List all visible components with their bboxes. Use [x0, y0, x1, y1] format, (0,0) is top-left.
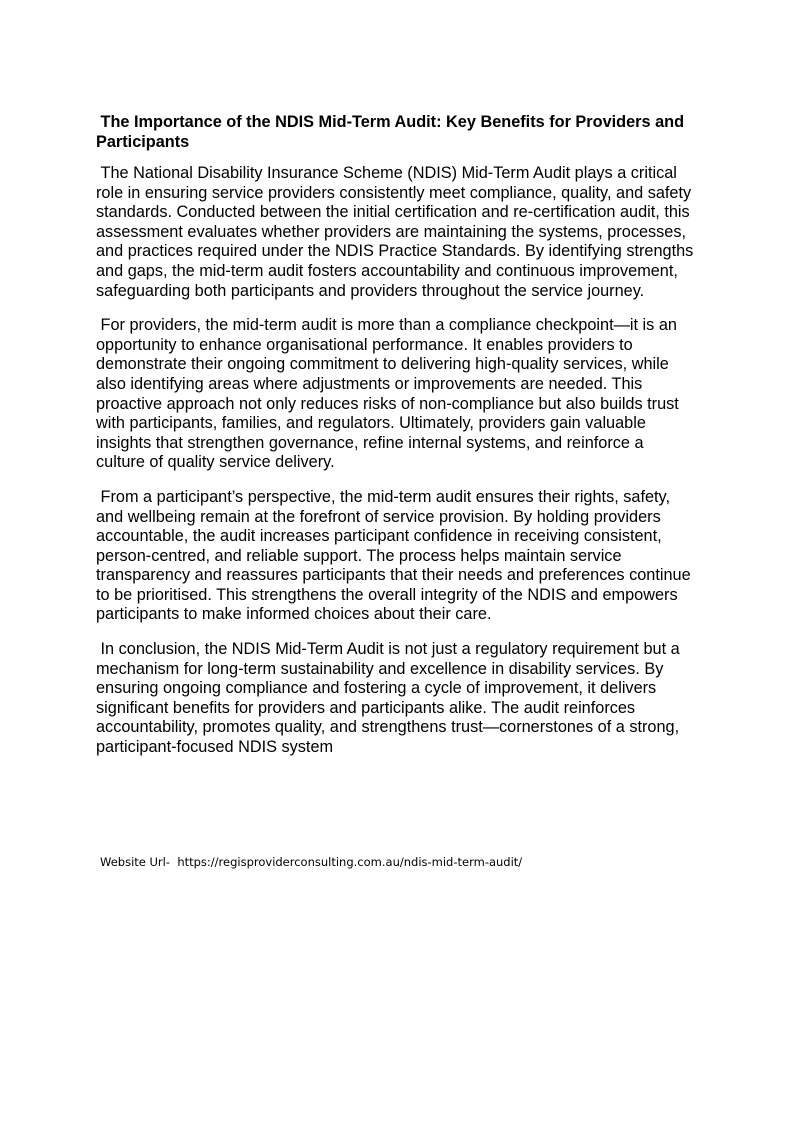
article-title: The Importance of the NDIS Mid-Term Audit: Key Benefits for Providers and Participants [96, 113, 689, 151]
article-body [96, 112, 696, 758]
paragraph-introduction: The National Disability Insurance Scheme (NDIS) Mid-Term Audit plays a critical role in ensuring service providers consistently meet compliance, quality, and safety standards. Conducted between the initial certification and re-certification audit, this assessment evaluates whether providers are maintaining the systems, processes, and practices required under the NDIS Practice Standards. By identifying strengths and gaps, the mid-term audit fosters accountability and continuous improvement, safeguarding both participants and providers throughout the service journey. [96, 164, 698, 300]
website-url-link[interactable]: https://regisproviderconsulting.com.au/ndis-mid-term-audit/ [177, 855, 523, 869]
paragraph-conclusion: In conclusion, the NDIS Mid-Term Audit is not just a regulatory requirement but a mechanism for long-term sustainability and excellence in disability services. By ensuring ongoing compliance and fostering a cycle of improvement, it delivers significant benefits for providers and participants alike. The audit reinforces accountability, promotes quality, and strengthens trust—cornerstones of a strong, participant-focused NDIS system [96, 640, 685, 757]
paragraph-participants: From a participant’s perspective, the mid-term audit ensures their rights, safety, and wellbeing remain at the forefront of service provision. By holding providers accountable, the audit increases participant confidence in receiving consistent, person-centred, and reliable support. The process helps maintain service transparency and reassures participants that their needs and preferences continue to be prioritised. This strengthens the overall integrity of the NDIS and empowers participants to make informed choices about their care. [96, 487, 696, 624]
paragraph-providers: For providers, the mid-term audit is more than a compliance checkpoint—it is an opportunity to enhance organisational performance. It enables providers to demonstrate their ongoing commitment to delivering high-quality services, while also identifying areas where adjustments or improvements are needed. This proactive approach not only reduces risks of non-compliance but also builds trust with participants, families, and regulators. Ultimately, providers gain valuable insights that strengthen governance, refine internal systems, and reinforce a culture of quality service delivery. [96, 316, 684, 472]
website-url-label: Website Url- [100, 855, 170, 869]
website-url-line [100, 855, 522, 869]
